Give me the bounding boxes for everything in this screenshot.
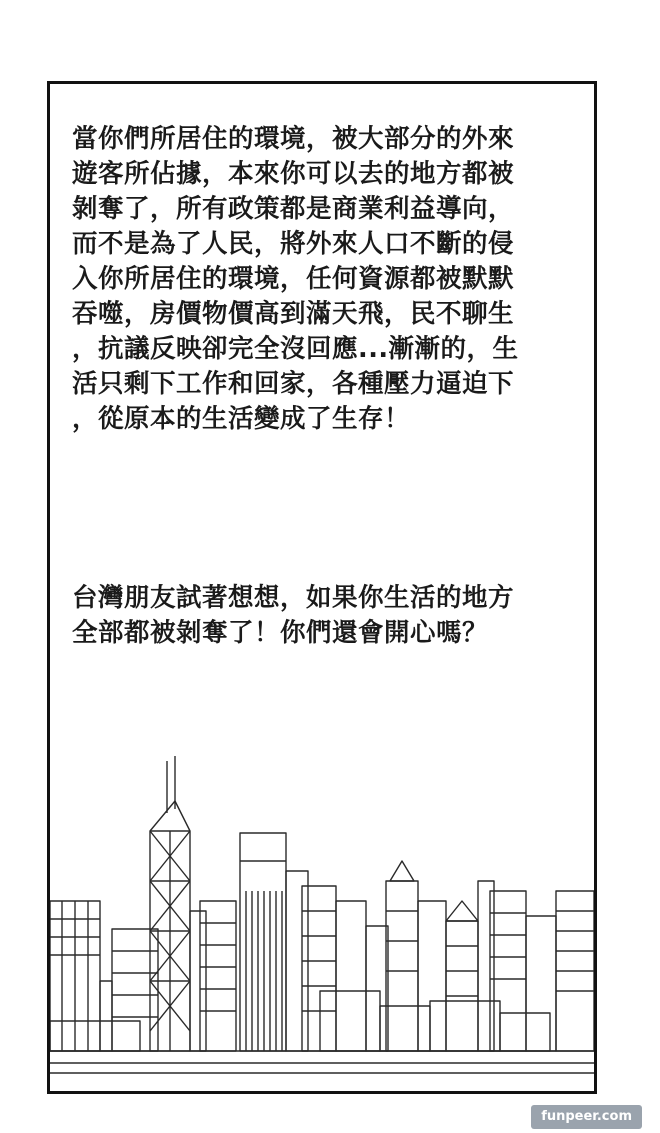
text-line: ，抗議反映卻完全沒回應...漸漸的，生 bbox=[72, 334, 519, 364]
text-line: ，從原本的生活變成了生存！ bbox=[72, 404, 411, 434]
text-line: 吞噬，房價物價高到滿天飛，民不聊生 bbox=[72, 299, 515, 329]
paragraph-1 bbox=[72, 122, 582, 437]
text-line: 全部都被剝奪了！你們還會開心嗎？ bbox=[72, 618, 489, 648]
text-line: 當你們所居住的環境，被大部分的外來 bbox=[72, 124, 515, 154]
watermark-badge: funpeer.com bbox=[531, 1105, 642, 1129]
comic-panel bbox=[47, 81, 597, 1094]
text-line: 剝奪了，所有政策都是商業利益導向， bbox=[72, 194, 515, 224]
text-line: 遊客所佔據，本來你可以去的地方都被 bbox=[72, 159, 515, 189]
city-skyline-illustration bbox=[50, 751, 594, 1091]
paragraph-2 bbox=[72, 581, 582, 651]
text-line: 台灣朋友試著想想，如果你生活的地方 bbox=[72, 583, 515, 613]
text-line: 入你所居住的環境，任何資源都被默默 bbox=[72, 264, 515, 294]
text-line: 活只剩下工作和回家，各種壓力逼迫下 bbox=[72, 369, 515, 399]
text-line: 而不是為了人民，將外來人口不斷的侵 bbox=[72, 229, 515, 259]
